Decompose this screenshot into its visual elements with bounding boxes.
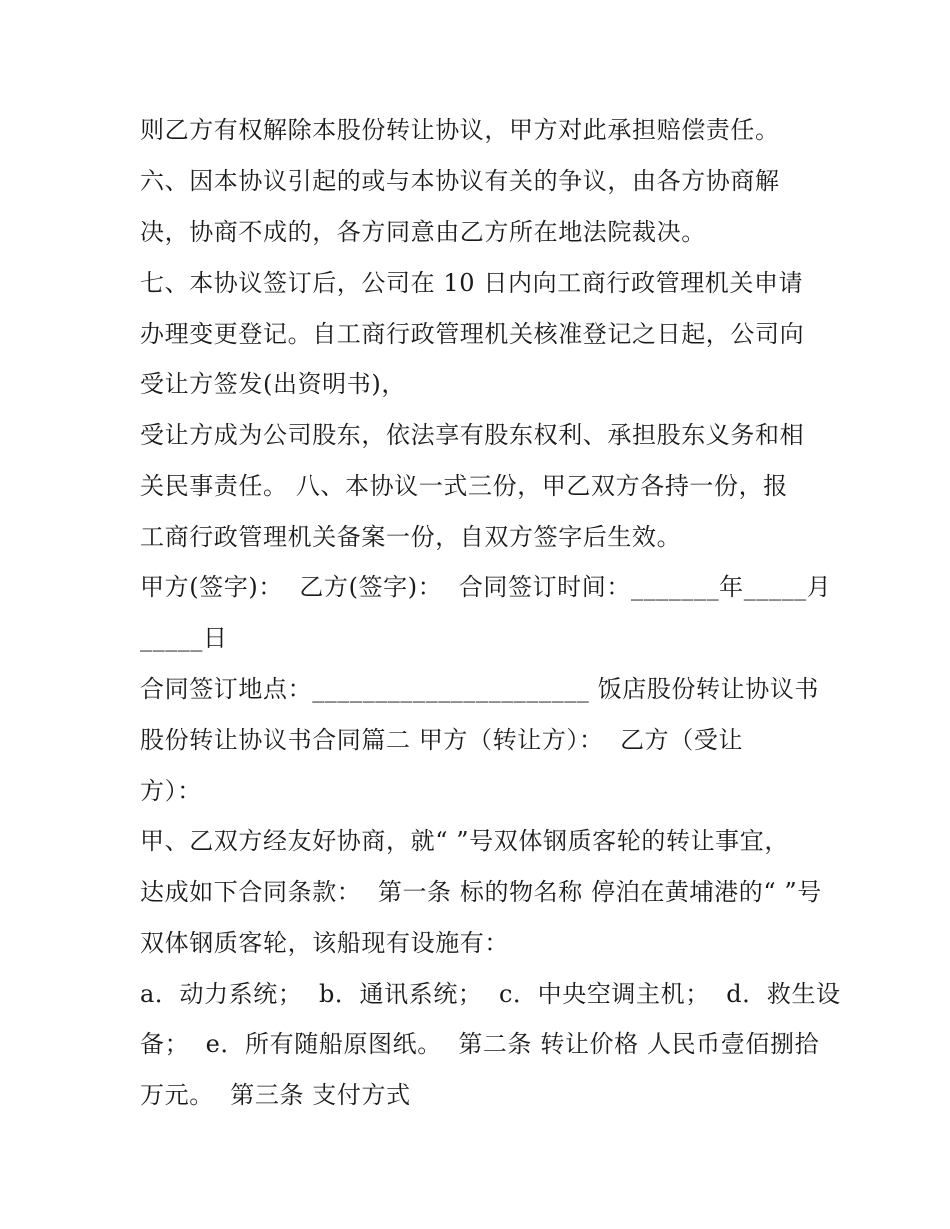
text-line: 则乙方有权解除本股份转让协议，甲方对此承担赔偿责任。	[140, 116, 780, 144]
text-line: 双体钢质客轮，该船现有设施有：	[140, 929, 509, 957]
text-line: 达成如下合同条款： 第一条 标的物名称 停泊在黄埔港的“ ”号	[140, 878, 822, 906]
text-line: _____日	[140, 624, 228, 652]
text-line: 备； e．所有随船原图纸。 第二条 转让价格 人民币壹佰捌拾	[140, 1030, 820, 1058]
text-line: 六、因本协议引起的或与本协议有关的争议，由各方协商解	[140, 167, 780, 195]
text-line: 七、本协议签订后，公司在 10 日内向工商行政管理机关申请	[140, 269, 804, 297]
text-line: 关民事责任。 八、本协议一式三份，甲乙双方各持一份，报	[140, 472, 788, 500]
text-line: 决，协商不成的，各方同意由乙方所在地法院裁决。	[140, 218, 706, 246]
text-line: 受让方成为公司股东，依法享有股东权利、承担股东义务和相	[140, 421, 805, 449]
text-line: 股份转让协议书合同篇二 甲方（转让方）： 乙方（受让	[140, 726, 744, 754]
text-line: 甲、乙双方经友好协商，就“ ”号双体钢质客轮的转让事宜，	[140, 827, 789, 855]
text-line: a．动力系统； b．通讯系统； c．中央空调主机； d．救生设	[140, 980, 841, 1008]
text-line: 方）：	[140, 777, 202, 805]
text-line: 办理变更登记。自工商行政管理机关核准登记之日起，公司向	[140, 320, 805, 348]
text-line: 受让方签发(出资明书)，	[140, 370, 406, 398]
text-line: 万元。 第三条 支付方式	[140, 1081, 411, 1109]
text-line: 合同签订地点：______________________ 饭店股份转让协议书	[140, 675, 820, 703]
text-line: 工商行政管理机关备案一份，自双方签字后生效。	[140, 523, 682, 551]
text-line: 甲方(签字)： 乙方(签字)： 合同签订时间：_______年_____月	[140, 573, 832, 601]
